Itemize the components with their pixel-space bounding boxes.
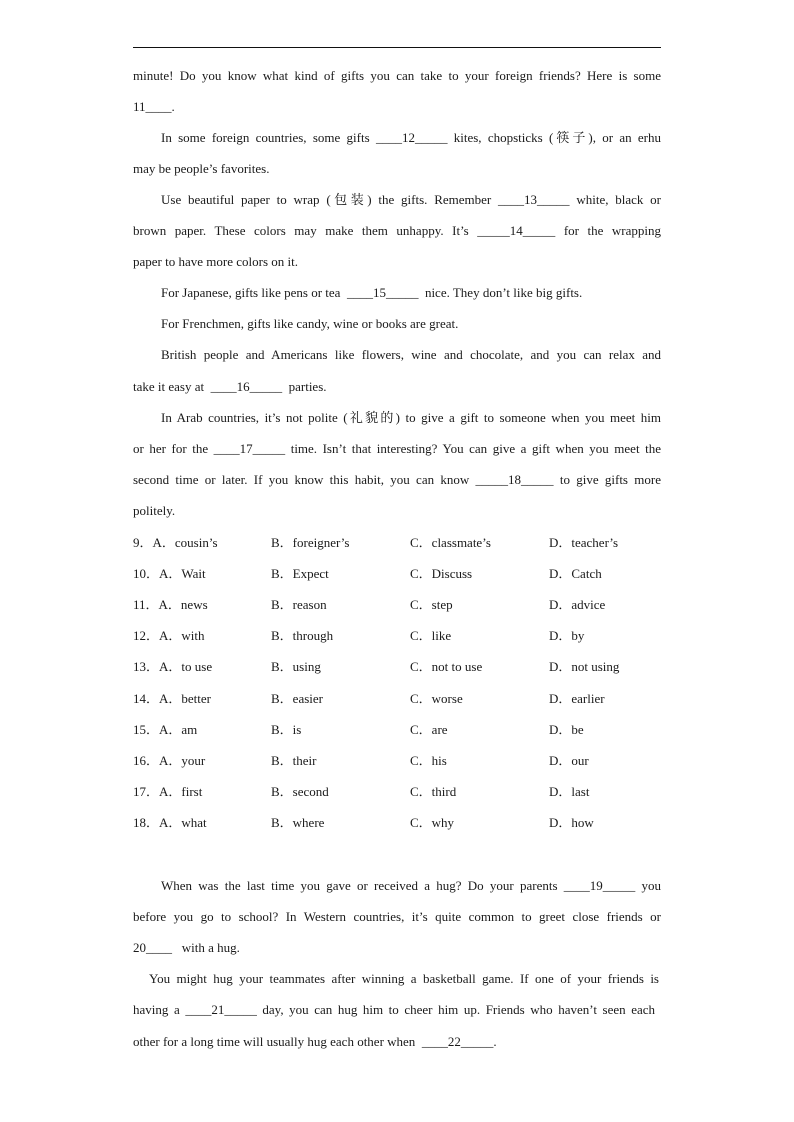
question-number: 14． [133,691,160,706]
option-a-text: A．first [159,784,203,799]
option-b[interactable]: B．easier [271,691,323,706]
option-c[interactable]: C．classmate’s [410,535,491,550]
passage2-para1-line2 [133,908,661,926]
option-a-text: A．am [159,722,198,737]
option-d[interactable]: D．by [549,628,585,643]
option-d[interactable]: D．our [549,753,589,768]
blank-22: ____22_____ [421,1034,494,1049]
passage1-para3-line2 [133,222,661,240]
option-b[interactable]: B．is [271,722,302,737]
option-d[interactable]: D．be [549,722,584,737]
passage1-para7-line3 [133,471,661,489]
question-row-10 [133,565,661,583]
text: for the wrapping [563,223,662,238]
text: day, you can hug him to cheer him up. Friends who haven’t seen each [262,1002,656,1017]
text: You might hug your teammates after winning a basketball game. If one of your friends is [149,971,659,986]
option-b[interactable]: B．through [271,628,334,643]
blank-17: ____17_____ [213,441,286,456]
blank-12: ____12_____ [375,130,448,145]
question-row-17 [133,783,661,801]
question-number: 16． [133,753,160,768]
text: In some foreign countries, some gifts [161,130,370,145]
passage1-para5 [161,315,661,333]
option-b[interactable]: B．using [271,659,321,674]
text: In Arab countries, it’s not polite (礼貌的) to give a gift to someone when you meet him [161,410,661,425]
text: before you go to school? In Western countries, it’s quite common to greet close friends or [133,909,661,924]
option-d[interactable]: D．teacher’s [549,535,619,550]
question-row-14 [133,690,661,708]
text: time. Isn’t that interesting? You can give a gift when you meet the [290,441,661,456]
passage1-para2-line1 [161,129,661,147]
question-number: 11． [133,597,159,612]
text: parties. [288,379,327,394]
question-row-18 [133,814,661,832]
text: For Japanese, gifts like pens or tea [161,285,341,300]
passage1-line1 [133,67,661,85]
passage2-para2-line2 [133,1001,655,1019]
text: British people and Americans like flowers, wine and chocolate, and you can relax and [161,347,661,362]
passage1-para7-line2 [133,440,661,458]
text: nice. They don’t like big gifts. [424,285,583,300]
question-number: 9． [133,535,153,550]
option-d[interactable]: D．earlier [549,691,605,706]
option-c[interactable]: C．not to use [410,659,483,674]
text: may be people’s favorites. [133,161,270,176]
text: politely. [133,503,176,518]
text: For Frenchmen, gifts like candy, wine or books are great. [161,316,459,331]
passage1-para6-line2 [133,378,661,396]
option-d[interactable]: D．how [549,815,594,830]
option-c[interactable]: C．his [410,753,447,768]
text: with a hug. [181,940,240,955]
option-a-text: A．what [159,815,207,830]
question-row-12 [133,627,661,645]
option-b[interactable]: B．Expect [271,566,329,581]
option-c[interactable]: C．why [410,815,455,830]
text: kites, chopsticks (筷子), or an erhu [453,130,662,145]
passage2-para1-line3 [133,939,661,957]
question-number: 12． [133,628,160,643]
option-b[interactable]: B．reason [271,597,327,612]
passage1-para3-line1 [161,191,661,209]
passage1-para7-line4 [133,502,661,520]
option-a-text: A．Wait [159,566,206,581]
option-a-text: A．to use [159,659,213,674]
option-c[interactable]: C．third [410,784,457,799]
blank-13: ____13_____ [498,192,570,207]
option-a-text: A．better [159,691,211,706]
passage2-para2-line3 [133,1033,661,1051]
option-c[interactable]: C．worse [410,691,463,706]
option-d[interactable]: D．Catch [549,566,602,581]
option-a-text: A．with [159,628,205,643]
blank-16: ____16_____ [210,379,283,394]
blank-21: ____21_____ [185,1002,257,1017]
text: paper to have more colors on it. [133,254,298,269]
text: . [493,1034,497,1049]
passage1-para6-line1 [161,346,661,364]
option-b[interactable]: B．second [271,784,329,799]
option-a[interactable] [133,783,202,801]
option-b[interactable]: B．their [271,753,317,768]
text: second time or later. If you know this habit, you can know [133,472,470,487]
option-a[interactable] [133,814,207,832]
option-a[interactable] [133,565,206,583]
option-a[interactable] [133,596,208,614]
text: to give gifts more [559,472,661,487]
text: . [171,99,175,114]
blank-18: _____18_____ [475,472,554,487]
text: having a [133,1002,180,1017]
text: When was the last time you gave or received a hug? Do your parents [161,878,558,893]
text: other for a long time will usually hug each other when [133,1034,416,1049]
blank-14: _____14_____ [477,223,556,238]
option-a-text: A．cousin’s [152,535,218,550]
option-d[interactable]: D．not using [549,659,620,674]
text: white, black or [576,192,662,207]
option-a[interactable] [133,627,205,645]
option-a[interactable] [133,752,205,770]
passage1-para2-line2 [133,160,661,178]
blank-15: ____15_____ [346,285,419,300]
option-d[interactable]: D．advice [549,597,606,612]
header-rule [133,47,661,48]
passage2-para1-line1 [161,877,661,895]
question-row-11 [133,596,661,614]
question-row-13 [133,658,661,676]
option-d[interactable]: D．last [549,784,590,799]
text: or her for the [133,441,209,456]
question-row-16 [133,752,661,770]
text: minute! Do you know what kind of gifts you can take to your foreign friends? Here is some [133,68,661,83]
question-row-15 [133,721,661,739]
blank-11: 11____ [133,99,172,114]
option-c[interactable]: C．are [410,722,448,737]
passage1-para4 [161,284,661,302]
option-a-text: A．your [159,753,206,768]
text: you [641,878,661,893]
option-c[interactable]: C．step [410,597,453,612]
option-c[interactable]: C．like [410,628,452,643]
passage2-para2-line1 [149,970,659,988]
option-c[interactable]: C．Discuss [410,566,473,581]
option-b[interactable]: B．foreigner’s [271,535,350,550]
passage1-line2 [133,98,661,116]
question-number: 18． [133,815,160,830]
question-row-9 [133,534,661,552]
option-a-text: A．news [158,597,208,612]
blank-20: 20____ [133,940,172,955]
option-a[interactable] [133,721,197,739]
option-a[interactable] [133,690,211,708]
passage1-para3-line3 [133,253,661,271]
text: brown paper. These colors may make them unhappy. It’s [133,223,469,238]
blank-19: ____19_____ [563,878,636,893]
option-a[interactable] [133,534,218,552]
question-number: 17． [133,784,160,799]
question-number: 10． [133,566,160,581]
option-b[interactable]: B．where [271,815,325,830]
passage1-para7-line1 [161,409,661,427]
option-a[interactable] [133,658,212,676]
question-number: 13． [133,659,160,674]
text: take it easy at [133,379,205,394]
text: Use beautiful paper to wrap (包装) the gifts. Remember [161,192,492,207]
question-number: 15． [133,722,160,737]
